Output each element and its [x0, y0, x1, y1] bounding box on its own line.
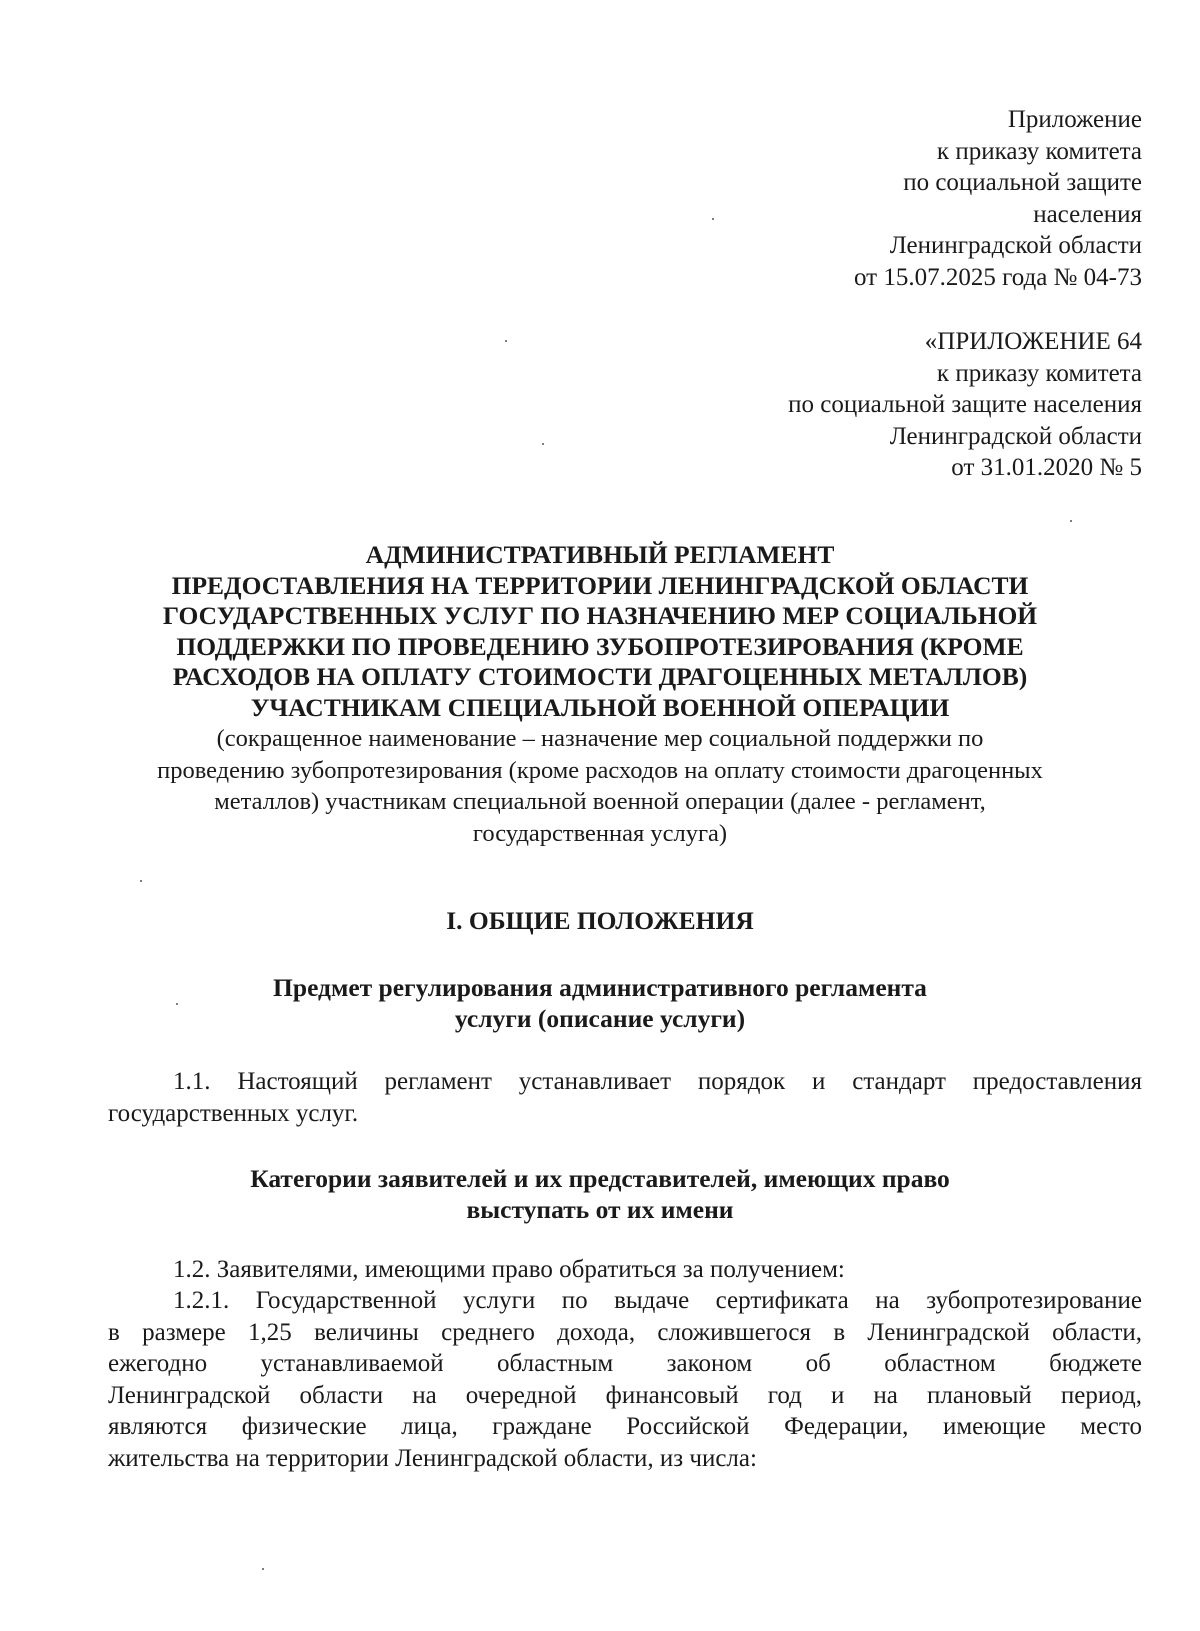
subsection-heading-line: Категории заявителей и их представителей, имеющих право — [250, 1164, 950, 1193]
scan-speck — [262, 1568, 264, 1570]
previous-appendix-line: к приказу комитета — [936, 359, 1142, 387]
subtitle-line: (сокращенное наименование – назначение мер социальной поддержки по — [216, 725, 984, 752]
title-line: ГОСУДАРСТВЕННЫХ УСЛУГ ПО НАЗНАЧЕНИЮ МЕР СОЦИАЛЬНОЙ — [162, 601, 1038, 630]
previous-appendix-line: Ленинградской области — [889, 422, 1142, 450]
paragraph-line: жительства на территории Ленинградской области, из числа: — [108, 1444, 757, 1472]
subsection-heading-line: Предмет регулирования административного регламента — [273, 973, 927, 1002]
title-line: РАСХОДОВ НА ОПЛАТУ СТОИМОСТИ ДРАГОЦЕННЫХ МЕТАЛЛОВ) — [172, 662, 1028, 691]
appendix-line: Приложение — [1007, 106, 1142, 133]
paragraph-line: являются физические лица, граждане Российской Федерации, имеющие место — [108, 1413, 1142, 1440]
title-line: ПОДДЕРЖКИ ПО ПРОВЕДЕНИЮ ЗУБОПРОТЕЗИРОВАНИЯ (КРОМЕ — [176, 631, 1024, 661]
previous-appendix-line: «ПРИЛОЖЕНИЕ 64 — [924, 328, 1142, 355]
paragraph-line: Ленинградской области на очередной финансовый год и на плановый период, — [108, 1381, 1142, 1409]
subsection-heading-subject — [60, 972, 1140, 1034]
scan-speck — [542, 443, 544, 445]
paragraph-1-2 — [108, 1254, 1142, 1286]
subsection-heading-line: услуги (описание услуги) — [454, 1004, 746, 1033]
paragraph-line: ежегодно устанавливаемой областным законом об областном бюджете — [108, 1350, 1142, 1377]
subtitle-line: металлов) участникам специальной военной операции (далее - регламент, — [214, 788, 986, 815]
paragraph-1-2-1 — [108, 1285, 1142, 1474]
subtitle-line: проведению зубопротезирования (кроме расходов на оплату стоимости драгоценных — [157, 756, 1043, 784]
scan-speck — [712, 218, 714, 220]
paragraph-1-1 — [108, 1066, 1142, 1129]
paragraph-line: государственных услуг. — [108, 1099, 359, 1127]
appendix-line: к приказу комитета — [936, 137, 1142, 165]
scan-speck — [176, 1003, 178, 1005]
scan-speck — [1070, 520, 1072, 522]
paragraph-line: 1.2. Заявителями, имеющими право обратиться за получением: — [173, 1256, 845, 1283]
title-line: ПРЕДОСТАВЛЕНИЯ НА ТЕРРИТОРИИ ЛЕНИНГРАДСКОЙ ОБЛАСТИ — [171, 570, 1029, 600]
section-heading: I. ОБЩИЕ ПОЛОЖЕНИЯ — [446, 906, 754, 935]
previous-appendix-line: от 31.01.2020 № 5 — [951, 454, 1142, 481]
previous-appendix-line: по социальной защите населения — [788, 391, 1142, 418]
paragraph-line: 1.2.1. Государственной услуги по выдаче сертификата на зубопротезирование — [173, 1287, 1142, 1314]
subsection-heading-line: выступать от их имени — [466, 1195, 734, 1224]
document-title — [60, 540, 1140, 849]
previous-appendix-header — [788, 326, 1142, 484]
appendix-line: по социальной защите — [903, 169, 1142, 196]
scan-speck — [505, 340, 507, 342]
appendix-line: Ленинградской области — [889, 232, 1142, 259]
paragraph-line: в размере 1,25 величины среднего дохода, сложившегося в Ленинградской области, — [108, 1318, 1142, 1346]
appendix-line: от 15.07.2025 года № 04-73 — [853, 263, 1142, 291]
appendix-line: населения — [1033, 200, 1142, 228]
subtitle-line: государственная услуга) — [472, 819, 728, 847]
title-line: АДМИНИСТРАТИВНЫЙ РЕГЛАМЕНТ — [365, 540, 835, 569]
subsection-heading-categories — [60, 1163, 1140, 1225]
scan-speck — [140, 880, 142, 882]
title-line: УЧАСТНИКАМ СПЕЦИАЛЬНОЙ ВОЕННОЙ ОПЕРАЦИИ — [250, 692, 950, 722]
paragraph-line: 1.1. Настоящий регламент устанавливает порядок и стандарт предоставления — [173, 1068, 1142, 1095]
appendix-header — [854, 104, 1142, 293]
